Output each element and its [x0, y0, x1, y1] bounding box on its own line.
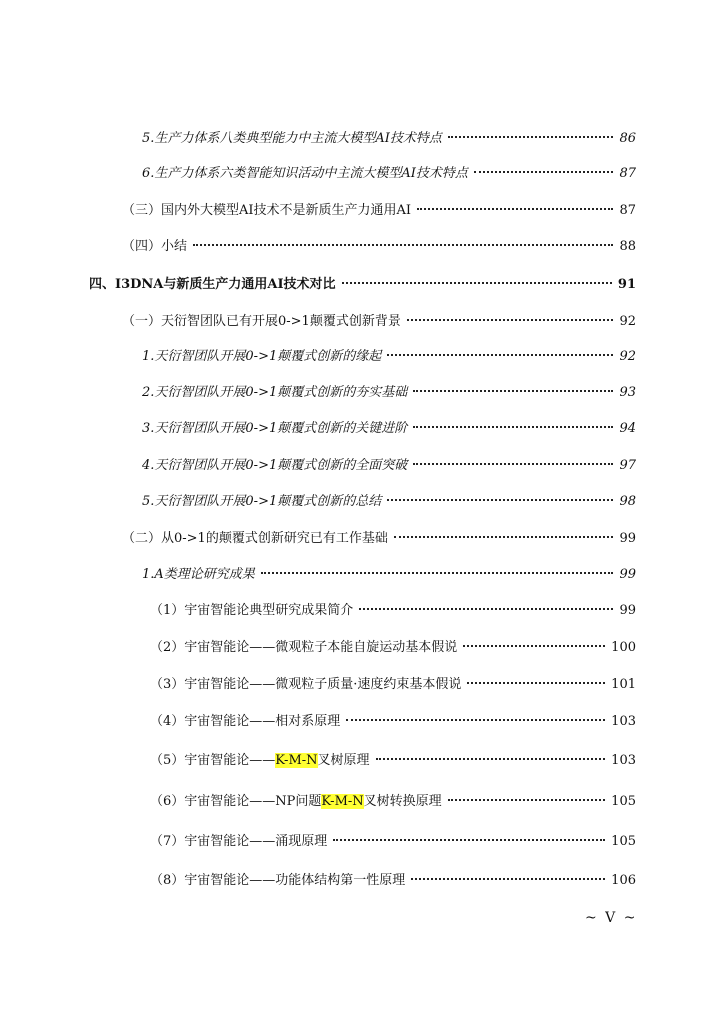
- toc-entry-page-number: 92: [619, 349, 636, 364]
- toc-entry: [150, 600, 636, 622]
- highlighted-text: K-M-N: [321, 794, 364, 809]
- dot-leader: [333, 839, 605, 841]
- toc-entry-title: [142, 163, 468, 185]
- dot-leader: [448, 136, 614, 138]
- dot-leader: [413, 426, 613, 428]
- toc-entry: [142, 564, 636, 586]
- dot-leader: [474, 171, 614, 173]
- toc-entry-title-text: 1.天衍智团队开展0->1颠覆式创新的缘起: [142, 349, 382, 364]
- toc-entry-title-text: （6）宇宙智能论——NP问题: [150, 794, 322, 809]
- toc-entry: [122, 236, 636, 258]
- toc-entry-page-number: 87: [619, 166, 636, 181]
- toc-entry: [150, 637, 636, 659]
- toc-entry: [142, 346, 636, 368]
- toc-entry-page-number: 105: [611, 794, 636, 809]
- toc-entry-title-text: 1.A类理论研究成果: [142, 567, 255, 582]
- dot-leader: [411, 878, 605, 880]
- toc-entry-title-text: （3）宇宙智能论——微观粒子质量·速度约束基本假说: [150, 677, 462, 692]
- toc-entry-title: [142, 382, 407, 404]
- dot-leader: [417, 208, 613, 210]
- toc-entry-title: [122, 236, 187, 258]
- dot-leader: [387, 499, 613, 501]
- toc-entry: [142, 418, 636, 440]
- page-number-footer: ~ V ~: [585, 910, 638, 926]
- dot-leader: [342, 282, 612, 284]
- toc-entry: [142, 163, 636, 185]
- toc-entry-title: [150, 750, 370, 772]
- toc-entry-title-text: 2.天衍智团队开展0->1颠覆式创新的夯实基础: [142, 385, 408, 400]
- toc-entry-title: [142, 128, 442, 150]
- toc-entry-title-text: 4.天衍智团队开展0->1颠覆式创新的全面突破: [142, 458, 408, 473]
- dot-leader: [413, 463, 613, 465]
- toc-entry-title: [142, 455, 407, 477]
- dot-leader: [394, 536, 614, 538]
- toc-entry-title-text: （二）从0->1的颠覆式创新研究已有工作基础: [122, 531, 388, 546]
- toc-entry-page-number: 103: [611, 753, 636, 768]
- dot-leader: [376, 758, 606, 760]
- toc-entry-page-number: 98: [619, 494, 636, 509]
- toc-entry-page-number: 99: [619, 531, 636, 546]
- toc-entry-title: [142, 564, 255, 586]
- dot-leader: [407, 319, 614, 321]
- toc-entry-title-text: 5.天衍智团队开展0->1颠覆式创新的总结: [142, 494, 382, 509]
- toc-entry-page-number: 86: [619, 131, 636, 146]
- toc-entry-title-text: 四、I3DNA与新质生产力通用AI技术对比: [89, 277, 336, 292]
- toc-entry-page-number: 99: [619, 567, 636, 582]
- toc-entry-title: [142, 491, 381, 513]
- dot-leader: [261, 572, 614, 574]
- toc-entry-title-text: （四）小结: [122, 239, 188, 254]
- toc-entry: [150, 750, 636, 772]
- toc-entry-page-number: 106: [611, 873, 636, 888]
- toc-entry-title: [122, 200, 411, 222]
- dot-leader: [346, 719, 605, 721]
- toc-entry-page-number: 88: [619, 239, 636, 254]
- dot-leader: [467, 682, 605, 684]
- toc-entry: [150, 711, 636, 733]
- toc-entry-title: [150, 831, 327, 853]
- toc-entry-title-text: （8）宇宙智能论——功能体结构第一性原理: [150, 873, 406, 888]
- toc-entry: [150, 791, 636, 813]
- toc-entry: [142, 128, 636, 150]
- toc-entry-title-text: （7）宇宙智能论——涌现原理: [150, 834, 328, 849]
- dot-leader: [387, 354, 613, 356]
- toc-entry: [142, 491, 636, 513]
- toc-entry: [122, 200, 636, 222]
- dot-leader: [193, 244, 613, 246]
- toc-entry: [142, 382, 636, 404]
- toc-entry: [150, 870, 636, 892]
- toc-entry-title: [150, 637, 457, 659]
- toc-entry-title: [150, 870, 405, 892]
- toc-entry-page-number: 93: [619, 385, 636, 400]
- toc-entry-title: [142, 346, 381, 368]
- toc-entry-title-text: （三）国内外大模型AI技术不是新质生产力通用AI: [122, 203, 412, 218]
- toc-entry-title: [150, 711, 340, 733]
- toc-entry: [150, 674, 636, 696]
- toc-entry-title-text: 5.生产力体系八类典型能力中主流大模型AI技术特点: [142, 131, 442, 146]
- toc-entry-title-text: （一）天衍智团队已有开展0->1颠覆式创新背景: [122, 314, 401, 329]
- toc-entry: [142, 455, 636, 477]
- toc-entry-title: [122, 311, 401, 333]
- toc-entry-title-text: （1）宇宙智能论典型研究成果简介: [150, 603, 354, 618]
- toc-entry-title-text: （4）宇宙智能论——相对系原理: [150, 714, 341, 729]
- toc-entry-title: [122, 528, 388, 550]
- toc-entry-title-text: （2）宇宙智能论——微观粒子本能自旋运动基本假说: [150, 640, 458, 655]
- toc-entry-title-text: 叉树转换原理: [363, 794, 442, 809]
- highlighted-text: K-M-N: [275, 753, 318, 768]
- toc-entry-title: [150, 674, 461, 696]
- toc-entry-page-number: 91: [617, 277, 636, 292]
- toc-entry: [122, 528, 636, 550]
- dot-leader: [359, 608, 613, 610]
- toc-entry-title-text: 3.天衍智团队开展0->1颠覆式创新的关键进阶: [142, 421, 408, 436]
- toc-entry-title: [89, 274, 336, 296]
- toc-entry-page-number: 92: [619, 314, 636, 329]
- toc-entry: [150, 831, 636, 853]
- dot-leader: [463, 645, 605, 647]
- dot-leader: [448, 799, 606, 801]
- toc-entry-title-text: 叉树原理: [317, 753, 370, 768]
- toc-entry-title-text: 6.生产力体系六类智能知识活动中主流大模型AI技术特点: [142, 166, 468, 181]
- toc-entry-page-number: 105: [611, 834, 636, 849]
- toc-entry-page-number: 94: [619, 421, 636, 436]
- toc-entry-page-number: 101: [611, 677, 636, 692]
- dot-leader: [413, 390, 613, 392]
- toc-entry-title: [142, 418, 407, 440]
- toc-entry-page-number: 87: [619, 203, 636, 218]
- toc-entry-page-number: 99: [619, 603, 636, 618]
- toc-entry-page-number: 97: [619, 458, 636, 473]
- toc-entry-title: [150, 791, 442, 813]
- toc-entry-title: [150, 600, 353, 622]
- toc-entry-page-number: 100: [611, 640, 636, 655]
- toc-entry: [122, 311, 636, 333]
- toc-entry: [89, 274, 636, 296]
- toc-entry-page-number: 103: [611, 714, 636, 729]
- toc-entry-title-text: （5）宇宙智能论——: [150, 753, 276, 768]
